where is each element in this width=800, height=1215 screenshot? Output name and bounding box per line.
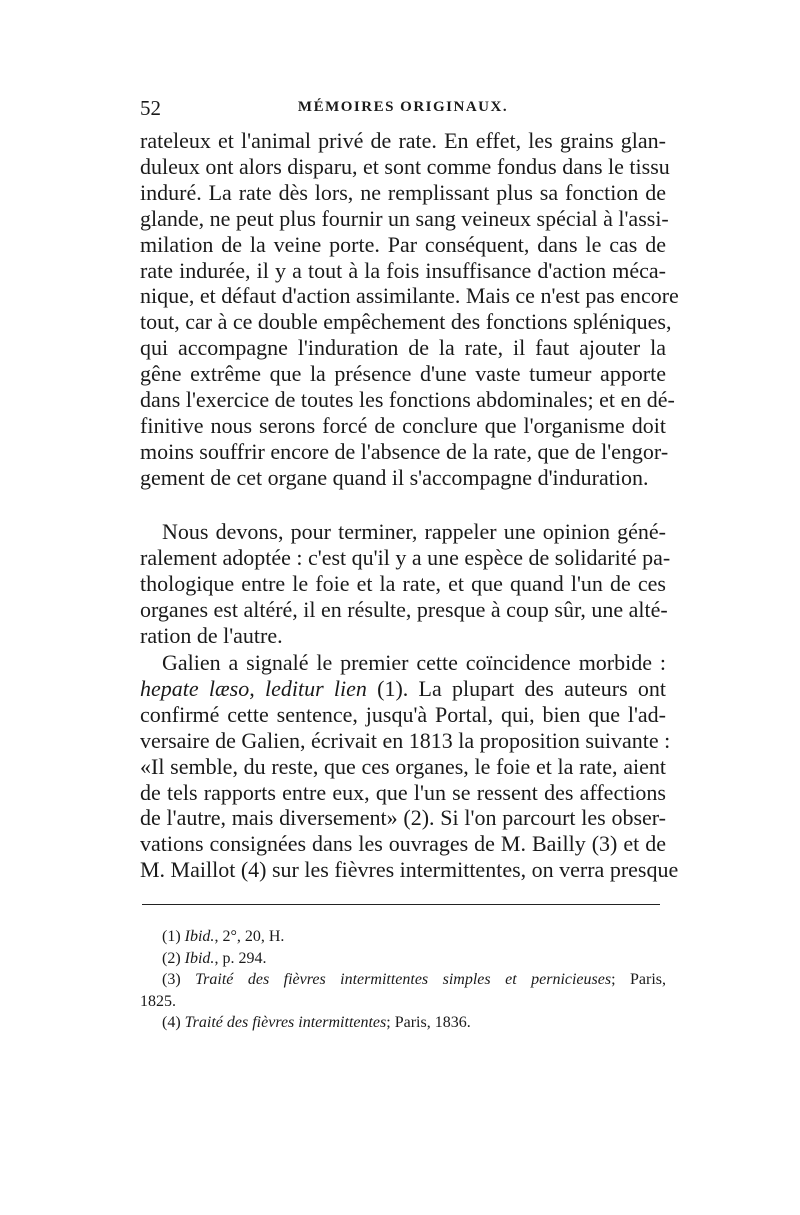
- text-line-with-citation: [140, 676, 666, 702]
- footnote-3: [140, 969, 666, 991]
- text-line: de l'autre, mais diversement» (2). Si l'on parcourt les obser-: [140, 805, 666, 831]
- text-line: M. Maillot (4) sur les fièvres intermittentes, on verra presque: [140, 857, 679, 883]
- text-line: rateleux et l'animal privé de rate. En effet, les grains glan-: [140, 128, 666, 153]
- text-line: gêne extrême que la présence d'une vaste tumeur apporte: [140, 361, 666, 387]
- running-title: MÉMOIRES ORIGINAUX.: [297, 99, 509, 115]
- footnote-number: (4): [162, 1014, 181, 1032]
- footnotes: [140, 926, 666, 1034]
- text-line: glande, ne peut plus fournir un sang veineux spécial à l'assi-: [140, 205, 669, 231]
- footnote-1: [140, 926, 666, 948]
- text-line: tout, car à ce double empêchement des fonctions spléniques,: [140, 309, 672, 335]
- text-line: «Il semble, du reste, que ces organes, le foie et la rate, aient: [140, 753, 666, 779]
- text-line: Galien a signalé le premier cette coïncidence morbide :: [162, 650, 666, 675]
- text-line: de tels rapports entre eux, que l'un se ressent des affections: [140, 779, 666, 805]
- text-line: dans l'exercice de toutes les fonctions abdominales; et en dé-: [140, 387, 675, 413]
- text-line: gement de cet organe quand il s'accompagne d'induration.: [140, 464, 649, 490]
- footnote-text: , p. 294.: [214, 949, 267, 967]
- paragraph-3: [140, 650, 679, 883]
- footnote-text: , 2°, 20, H.: [214, 928, 285, 945]
- footnote-4: [140, 1012, 666, 1034]
- text-line: confirmé cette sentence, jusqu'à Portal, qui, bien que l'ad-: [140, 701, 666, 727]
- latin-quote: hepate læso, leditur lien: [140, 675, 367, 701]
- paragraph-2: [140, 519, 671, 649]
- footnote-2: [140, 948, 666, 970]
- text-line: qui accompagne l'induration de la rate, il faut ajouter la: [140, 335, 666, 361]
- text-line: Nous devons, pour terminer, rappeler une opinion géné-: [162, 519, 666, 544]
- footnote-citation: Traité des fièvres intermittentes simples et pernicieuses: [195, 971, 612, 989]
- text-line: ration de l'autre.: [140, 622, 283, 648]
- text-line: ralement adoptée : c'est qu'il y a une espèce de solidarité pa-: [140, 544, 671, 570]
- text-segment: (1). La plupart des auteurs ont: [366, 675, 666, 701]
- text-line: duleux ont alors disparu, et sont comme fondus dans le tissu: [140, 153, 670, 179]
- paragraph-1: [140, 128, 679, 491]
- text-line: nique, et défaut d'action assimilante. Mais ce n'est pas encore: [140, 283, 679, 309]
- page-number: 52: [140, 96, 161, 120]
- footnote-divider: [142, 904, 660, 905]
- running-head: [140, 96, 666, 120]
- text-line: versaire de Galien, écrivait en 1813 la proposition suivante :: [140, 727, 671, 753]
- footnote-number: (3): [162, 971, 181, 989]
- text-line: milation de la veine porte. Par conséquent, dans le cas de: [140, 231, 666, 257]
- text-line: thologique entre le foie et la rate, et que quand l'un de ces: [140, 570, 666, 596]
- footnote-number: (1): [162, 928, 181, 945]
- footnote-number: (2): [162, 949, 181, 967]
- text-line: induré. La rate dès lors, ne remplissant plus sa fonction de: [140, 179, 666, 205]
- text-line: moins souffrir encore de l'absence de la rate, que de l'engor-: [140, 438, 669, 464]
- text-line: finitive nous serons forcé de conclure que l'organisme doit: [140, 412, 666, 438]
- footnote-citation: Traité des fièvres intermittentes: [184, 1014, 387, 1032]
- footnote-citation: Ibid.: [184, 949, 215, 967]
- text-line: organes est altéré, il en résulte, presque à coup sûr, une alté-: [140, 596, 668, 622]
- footnote-text: ; Paris,: [611, 971, 667, 989]
- text-line: rate indurée, il y a tout à la fois insuffisance d'action méca-: [140, 257, 666, 283]
- footnote-citation: Ibid.: [184, 928, 215, 945]
- text-line: vations consignées dans les ouvrages de M. Bailly (3) et de: [140, 831, 666, 857]
- footnote-text: ; Paris, 1836.: [386, 1014, 471, 1032]
- footnote-3-continuation: 1825.: [140, 992, 176, 1010]
